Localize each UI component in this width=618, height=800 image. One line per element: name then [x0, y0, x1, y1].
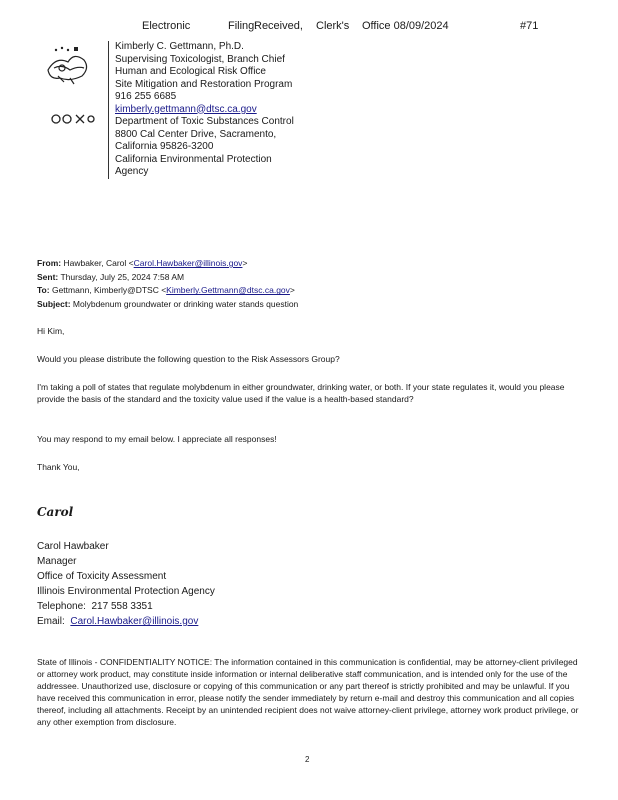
greeting: Hi Kim,	[37, 326, 65, 336]
sig-address-1: 8800 Cal Center Drive, Sacramento,	[115, 128, 277, 140]
sig-name: Kimberly C. Gettmann, Ph.D.	[115, 41, 244, 52]
sig-phone: 916 255 6685	[115, 91, 177, 102]
to-close: >	[289, 285, 295, 296]
confidentiality-notice: State of Illinois - CONFIDENTIALITY NOTICE: The information contained in this communication is confidential, may be attorney-client privileged or attorney work product, may constitute inside information or internal deliberative staff communication, and is intended only for the use of the addressee. Unauthorized use, disclosure or copying of this communication or any part thereof is strictly prohibited and may be unlawful. If you have received this communication in error, please notify the sender immediately by return e-mail and destroy this communication and all copies thereof, including all attachments. Receipt by an unintended recipient does not waive attorney-client privilege, attorney work product privilege, or any other exemption from disclosure.	[37, 657, 579, 727]
from-close: >	[242, 258, 248, 268]
body-paragraph-2: I'm taking a poll of states that regulate molybdenum in either groundwater, drinking water, or both. If your state regulates it, would you please provide the basis of the standard and the toxicity value used if the value is a health-based standard?	[37, 382, 565, 404]
sig-department: Department of Toxic Substances Control	[115, 116, 294, 127]
telephone-value: 217 558 3351	[91, 601, 153, 612]
handwritten-signature: Carol	[37, 505, 74, 519]
contact-office: Office of Toxicity Assessment	[37, 571, 167, 582]
contact-block	[37, 539, 215, 629]
sig-agency-1: California Environmental Protection	[115, 153, 272, 165]
sent-label: Sent:	[37, 271, 59, 282]
dtsc-logo	[40, 42, 100, 132]
body-paragraph-1: Would you please distribute the following question to the Risk Assessors Group?	[37, 354, 340, 364]
dtsc-signature-block	[108, 41, 294, 179]
contact-email-line	[37, 614, 215, 629]
contact-email-link[interactable]: Carol.Hawbaker@illinois.gov	[70, 616, 199, 627]
filing-header-filing: Filing:	[228, 20, 258, 32]
sig-program: Site Mitigation and Restoration Program	[115, 78, 293, 90]
from-name: Hawbaker, Carol <	[63, 258, 134, 268]
sig-title: Supervising Toxicologist, Branch Chief	[115, 53, 285, 65]
filing-header-received: Received,	[254, 20, 303, 32]
from-email-link[interactable]: Carol.Hawbaker@illinois.gov	[133, 258, 243, 268]
sig-email-link[interactable]: kimberly.gettmann@dtsc.ca.gov	[115, 103, 257, 115]
to-line	[37, 284, 298, 298]
to-name: Gettmann, Kimberly@DTSC <	[51, 285, 167, 296]
contact-telephone-line	[37, 599, 215, 614]
from-label: From:	[37, 258, 62, 268]
filing-header-electronic: Electronic	[142, 20, 191, 32]
to-label: To:	[37, 285, 50, 296]
sig-office: Human and Ecological Risk Office	[115, 66, 266, 77]
filing-header-office-date: Office 08/09/2024	[362, 20, 449, 32]
telephone-label: Telephone:	[37, 601, 86, 612]
contact-agency: Illinois Environmental Protection Agency	[37, 586, 215, 597]
email-header	[37, 257, 298, 312]
contact-title: Manager	[37, 556, 77, 567]
sent-line	[37, 271, 298, 285]
contact-name: Carol Hawbaker	[37, 541, 109, 552]
body-paragraph-3: You may respond to my email below. I appreciate all responses!	[37, 434, 277, 444]
to-email-link[interactable]: Kimberly.Gettmann@dtsc.ca.gov	[166, 285, 290, 296]
sig-address-2: California 95826-3200	[115, 141, 214, 152]
subject-line	[37, 298, 298, 312]
page-number: 2	[305, 755, 310, 764]
filing-header-clerks: Clerk's	[316, 20, 350, 32]
subject-label: Subject:	[37, 299, 71, 310]
sent-value: Thursday, July 25, 2024 7:58 AM	[60, 271, 185, 282]
sig-agency-2: Agency	[115, 166, 149, 177]
from-line	[37, 257, 298, 271]
subject-value: Molybdenum groundwater or drinking water stands question	[72, 299, 299, 310]
filing-header-number: #71	[520, 20, 539, 32]
closing: Thank You,	[37, 462, 80, 472]
email-label: Email:	[37, 616, 65, 627]
